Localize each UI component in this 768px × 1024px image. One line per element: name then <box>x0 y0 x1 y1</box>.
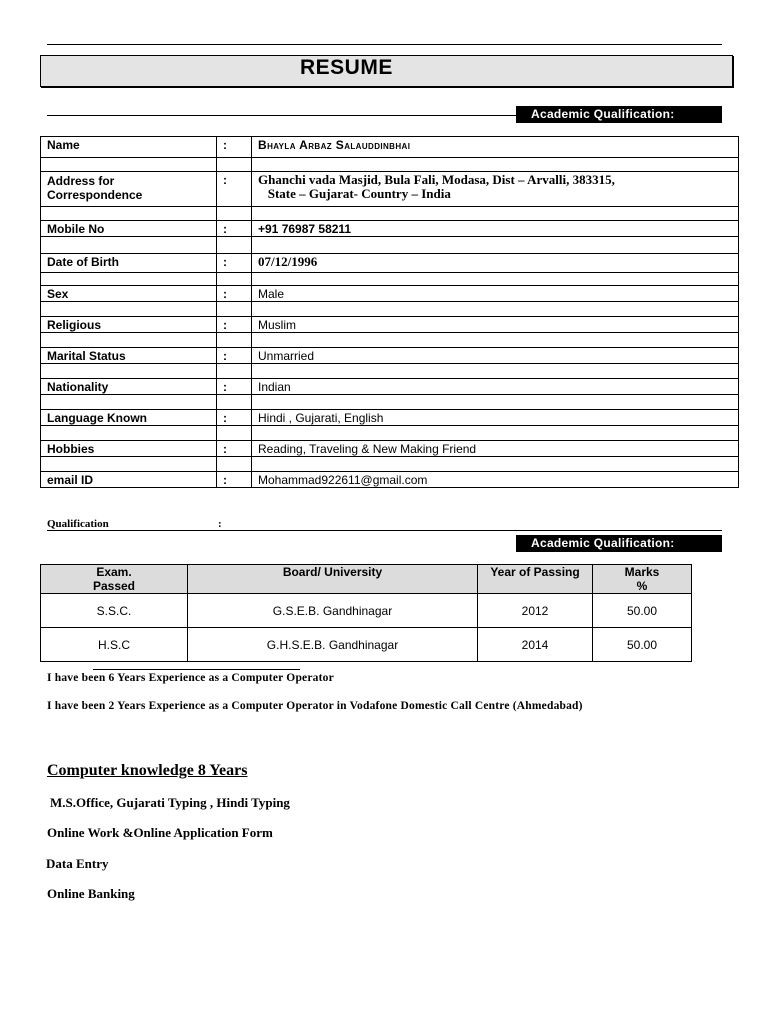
experience-rule <box>93 669 300 670</box>
info-spacer-row <box>41 302 739 317</box>
info-spacer-row <box>41 333 739 348</box>
info-value: Hindi , Gujarati, English <box>252 410 739 426</box>
info-label: Language Known <box>41 410 217 426</box>
info-colon: : <box>217 472 252 488</box>
computer-item: Online Work &Online Application Form <box>47 825 273 840</box>
info-spacer-cell <box>41 364 217 379</box>
info-spacer-cell <box>252 457 739 472</box>
qual-row <box>41 594 692 628</box>
qual-cell: 50.00 <box>593 594 692 628</box>
info-spacer-cell <box>217 237 252 254</box>
info-colon: : <box>217 441 252 457</box>
section-rule-2 <box>47 530 722 531</box>
qual-cell: 2012 <box>478 594 593 628</box>
info-spacer-cell <box>217 158 252 172</box>
computer-item: Data Entry <box>46 856 109 871</box>
info-spacer-cell <box>217 457 252 472</box>
info-spacer-row <box>41 273 739 286</box>
info-spacer-cell <box>41 426 217 441</box>
info-label: Name <box>41 137 217 158</box>
section-tag-academic-2: Academic Qualification: <box>516 535 722 552</box>
computer-knowledge-title: Computer knowledge 8 Years <box>47 762 248 779</box>
info-row <box>41 221 739 237</box>
info-spacer-cell <box>41 207 217 221</box>
info-row <box>41 379 739 395</box>
info-row <box>41 286 739 302</box>
info-spacer-row <box>41 457 739 472</box>
info-colon: : <box>217 254 252 273</box>
qual-cell: S.S.C. <box>41 594 188 628</box>
info-row <box>41 441 739 457</box>
section-rule-1 <box>47 115 517 116</box>
info-spacer-cell <box>217 273 252 286</box>
info-value: Indian <box>252 379 739 395</box>
info-row <box>41 137 739 158</box>
info-spacer-cell <box>41 457 217 472</box>
experience-line-1: I have been 6 Years Experience as a Computer Operator <box>47 672 334 684</box>
info-value: Ghanchi vada Masjid, Bula Fali, Modasa, Dist – Arvalli, 383315, State – Gujarat- Country – India <box>252 172 739 207</box>
qual-header-exam <box>41 565 188 594</box>
qual-cell: G.H.S.E.B. Gandhinagar <box>188 628 478 662</box>
info-value: 07/12/1996 <box>252 254 739 273</box>
info-row <box>41 254 739 273</box>
info-spacer-cell <box>41 302 217 317</box>
qual-cell: G.S.E.B. Gandhinagar <box>188 594 478 628</box>
info-spacer-cell <box>217 333 252 348</box>
qualification-label: Qualification <box>47 518 109 530</box>
info-label: Religious <box>41 317 217 333</box>
info-spacer-row <box>41 395 739 410</box>
info-value: Unmarried <box>252 348 739 364</box>
qual-cell: 2014 <box>478 628 593 662</box>
info-colon: : <box>217 286 252 302</box>
info-value: Reading, Traveling & New Making Friend <box>252 441 739 457</box>
info-colon: : <box>217 317 252 333</box>
info-spacer-cell <box>252 273 739 286</box>
top-rule <box>47 44 722 45</box>
info-spacer-row <box>41 158 739 172</box>
info-value: Mohammad922611@gmail.com <box>252 472 739 488</box>
info-label: Hobbies <box>41 441 217 457</box>
info-label: Nationality <box>41 379 217 395</box>
info-row <box>41 172 739 207</box>
info-value: +91 76987 58211 <box>252 221 739 237</box>
info-value: Muslim <box>252 317 739 333</box>
personal-info-table <box>40 136 739 488</box>
info-spacer-cell <box>252 237 739 254</box>
info-spacer-cell <box>252 364 739 379</box>
info-spacer-cell <box>217 302 252 317</box>
qual-header-text: Year of Passing <box>490 565 580 579</box>
info-spacer-cell <box>41 395 217 410</box>
info-label: Date of Birth <box>41 254 217 273</box>
qual-header-board <box>188 565 478 594</box>
info-spacer-cell <box>41 237 217 254</box>
qualification-colon: : <box>218 518 222 530</box>
info-colon: : <box>217 172 252 207</box>
info-spacer-row <box>41 426 739 441</box>
info-spacer-cell <box>252 395 739 410</box>
experience-line-2: I have been 2 Years Experience as a Computer Operator in Vodafone Domestic Call Centre (Ahmedabad) <box>47 700 583 712</box>
info-spacer-cell <box>252 158 739 172</box>
info-colon: : <box>217 379 252 395</box>
qual-cell: 50.00 <box>593 628 692 662</box>
qual-header-text: Board/ University <box>282 565 383 579</box>
info-label: Marital Status <box>41 348 217 364</box>
qual-cell: H.S.C <box>41 628 188 662</box>
info-spacer-cell <box>217 364 252 379</box>
info-value: Bhayla Arbaz Salauddinbhai <box>252 137 739 158</box>
info-spacer-cell <box>41 273 217 286</box>
info-spacer-cell <box>41 158 217 172</box>
info-colon: : <box>217 221 252 237</box>
info-spacer-cell <box>252 302 739 317</box>
info-value: Male <box>252 286 739 302</box>
section-tag-academic-1: Academic Qualification: <box>516 106 722 123</box>
info-spacer-cell <box>41 333 217 348</box>
info-label: email ID <box>41 472 217 488</box>
info-row <box>41 410 739 426</box>
info-spacer-cell <box>252 333 739 348</box>
qual-header-text: Marks % <box>624 565 660 593</box>
info-spacer-row <box>41 207 739 221</box>
computer-item: Online Banking <box>47 886 135 901</box>
info-spacer-cell <box>252 207 739 221</box>
info-row <box>41 317 739 333</box>
info-spacer-row <box>41 364 739 379</box>
info-spacer-cell <box>217 207 252 221</box>
info-spacer-cell <box>217 426 252 441</box>
page-title: RESUME <box>300 56 393 79</box>
qualification-table <box>40 564 692 662</box>
qual-header-text: Exam. Passed <box>92 565 136 593</box>
info-label: Address for Correspondence <box>41 172 217 207</box>
qual-row <box>41 628 692 662</box>
qual-header-year <box>478 565 593 594</box>
info-spacer-cell <box>252 426 739 441</box>
info-label: Sex <box>41 286 217 302</box>
info-colon: : <box>217 410 252 426</box>
info-spacer-row <box>41 237 739 254</box>
qual-header-marks <box>593 565 692 594</box>
info-row <box>41 348 739 364</box>
info-row <box>41 472 739 488</box>
computer-item: M.S.Office, Gujarati Typing , Hindi Typing <box>50 795 290 810</box>
info-spacer-cell <box>217 395 252 410</box>
info-label: Mobile No <box>41 221 217 237</box>
info-colon: : <box>217 137 252 158</box>
info-colon: : <box>217 348 252 364</box>
